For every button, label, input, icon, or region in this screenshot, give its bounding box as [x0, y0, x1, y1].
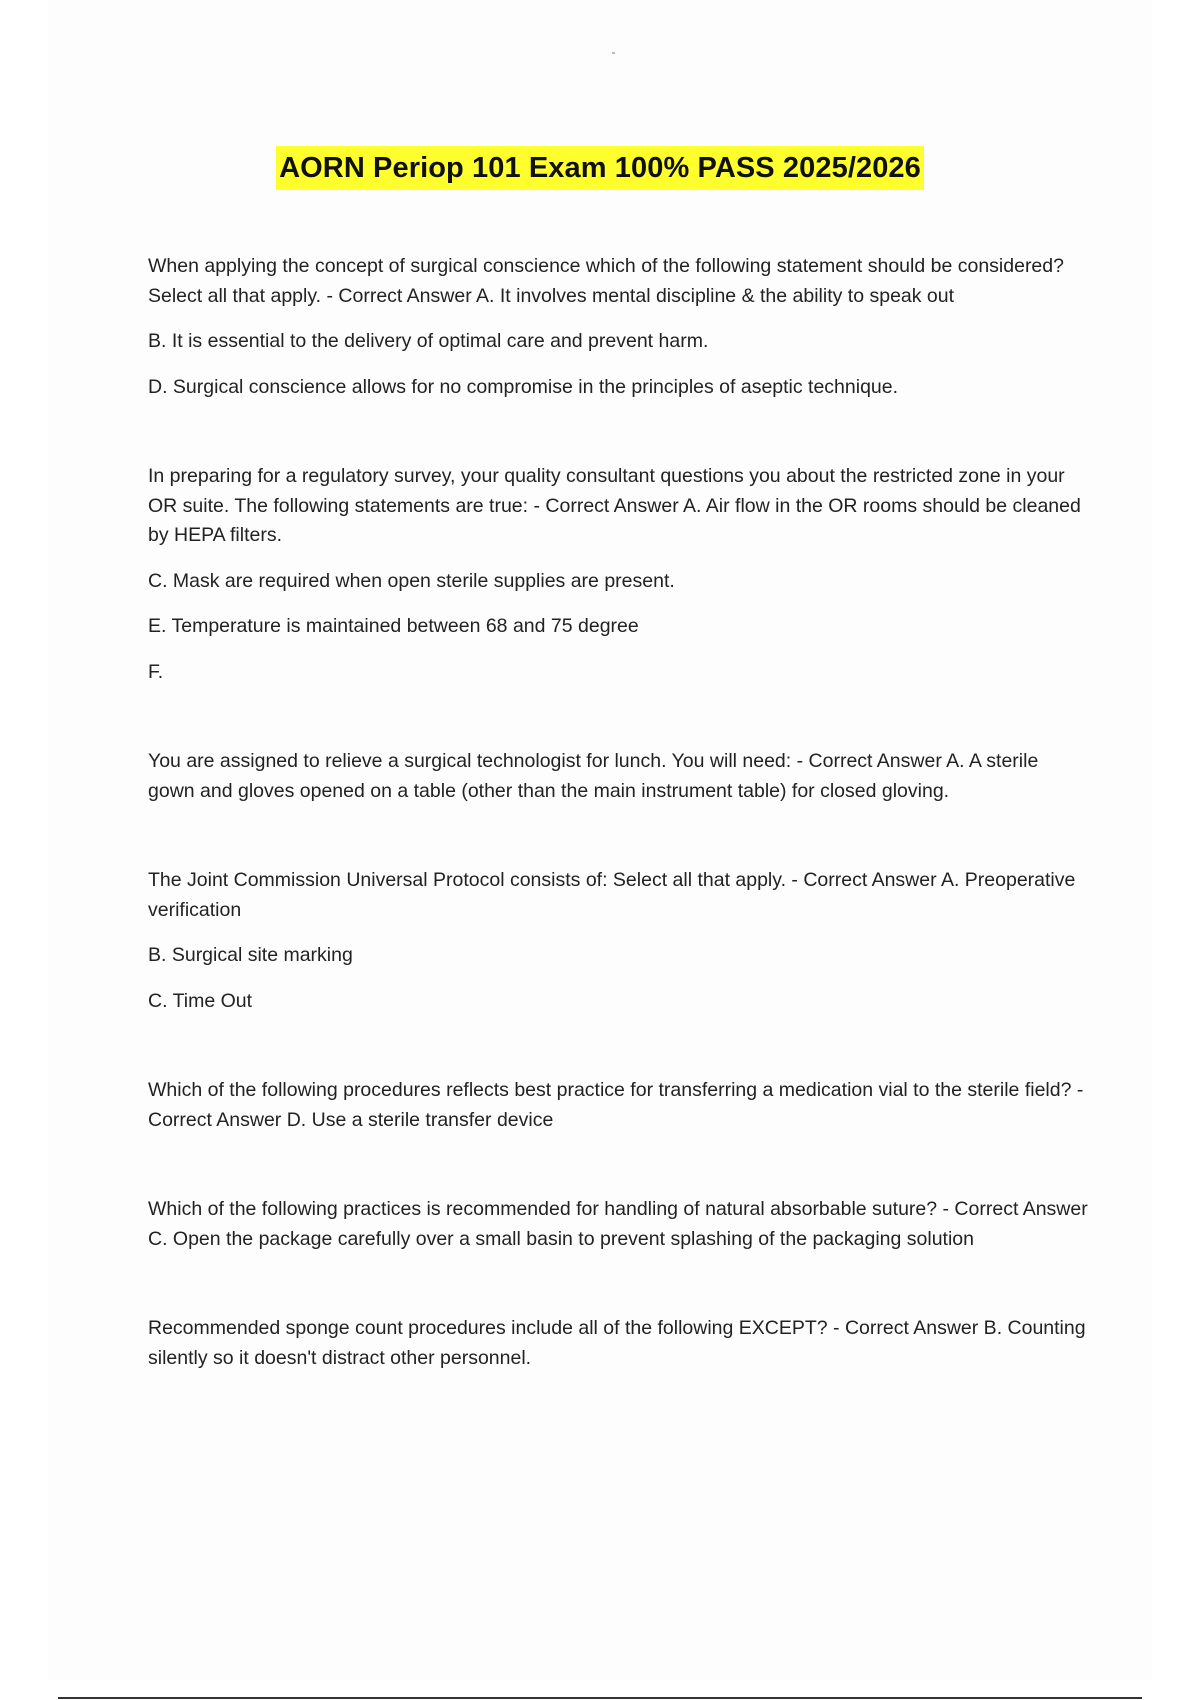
question-block-1: [148, 252, 1088, 402]
question-block-3: [148, 747, 1088, 806]
question-text: When applying the concept of surgical conscience which of the following statement should be considered? Select all that apply. - Correct Answer A. It involves mental discipline & the ability to speak out: [148, 255, 1064, 307]
question-list: [148, 252, 1088, 1373]
scan-dot: [612, 52, 615, 54]
answer-line: B. It is essential to the delivery of optimal care and prevent harm.: [148, 330, 709, 352]
question-text: Recommended sponge count procedures include all of the following EXCEPT? - Correct Answer B. Counting silently so it doesn't distract other personnel.: [148, 1317, 1086, 1369]
bottom-divider: [58, 1697, 1142, 1699]
question-text: Which of the following practices is recommended for handling of natural absorbable suture? - Correct Answer C. Open the package carefully over a small basin to prevent splashing of the packaging solution: [148, 1198, 1088, 1250]
question-block-4: [148, 866, 1088, 1016]
question-block-5: [148, 1076, 1088, 1135]
question-text: The Joint Commission Universal Protocol consists of: Select all that apply. - Correct Answer A. Preoperative verification: [148, 869, 1076, 921]
answer-line: E. Temperature is maintained between 68 and 75 degree: [148, 615, 639, 637]
title-container: [0, 146, 1200, 190]
answer-line: F.: [148, 660, 164, 683]
question-block-6: [148, 1195, 1088, 1254]
question-text: In preparing for a regulatory survey, your quality consultant questions you about the restricted zone in your OR suite. The following statements are true: - Correct Answer A. Air flow in the OR rooms should be cleaned by HEPA filters.: [148, 465, 1081, 546]
answer-line: C. Mask are required when open sterile supplies are present.: [148, 569, 675, 592]
question-block-2: [148, 462, 1088, 687]
question-block-7: [148, 1314, 1088, 1373]
question-text: You are assigned to relieve a surgical technologist for lunch. You will need: - Correct Answer A. A sterile gown and gloves opened on a table (other than the main instrument table) for closed gloving.: [148, 750, 1039, 802]
answer-line: D. Surgical conscience allows for no compromise in the principles of aseptic technique.: [148, 375, 899, 398]
document-title: AORN Periop 101 Exam 100% PASS 2025/2026: [276, 146, 924, 190]
question-text: Which of the following procedures reflects best practice for transferring a medication vial to the sterile field? - Correct Answer D. Use a sterile transfer device: [148, 1079, 1084, 1131]
answer-line: B. Surgical site marking: [148, 944, 353, 966]
answer-line: C. Time Out: [148, 989, 253, 1012]
